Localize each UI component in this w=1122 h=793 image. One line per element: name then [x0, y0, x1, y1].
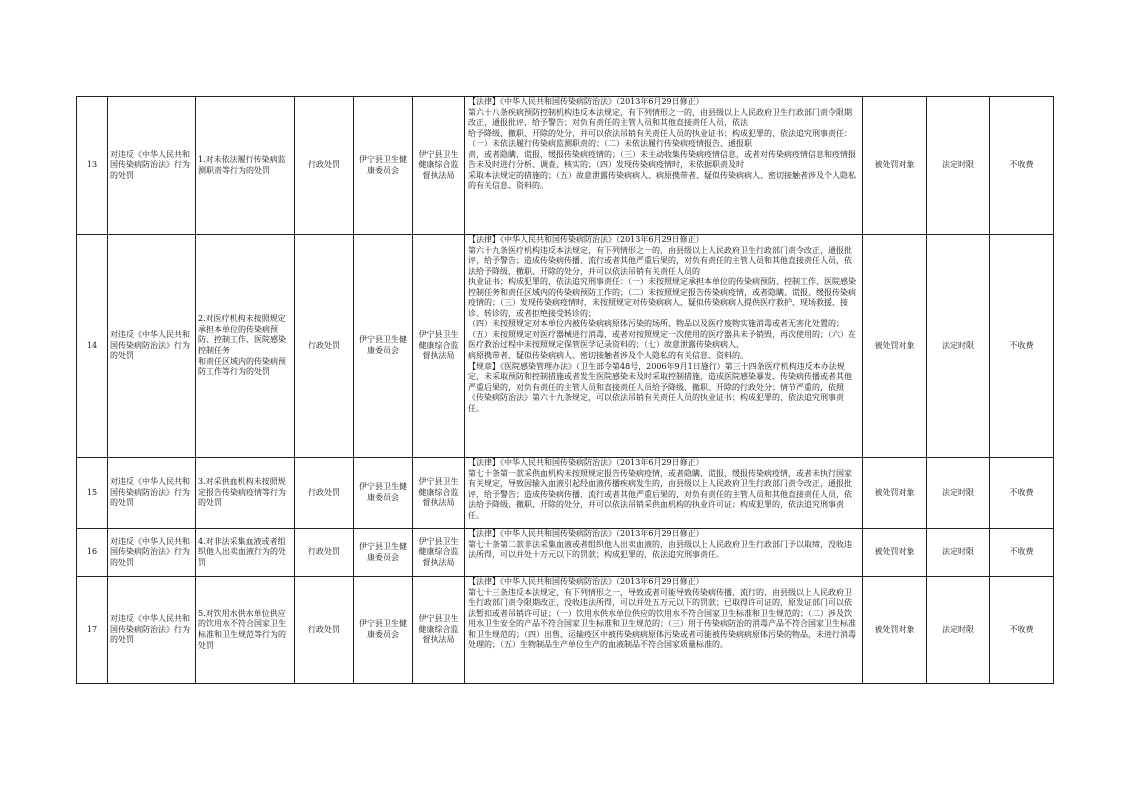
- legal-basis: 【法律】《中华人民共和国传染病防治法》（2013年6月29日修正） 第六十九条医疗机构违反本法规定，有下列情形之一的，由县级以上人民政府卫生行政部门责令改正，通报批评，给予警告；造成传染病传播、流行或者其他严重后果的，对负有责任的主管人员和其他直接责任人员，依法给予降级、撤职、开除的处分，并可以依法吊销有关责任人员的 执业证书；构成犯罪的，依法追究刑事责任：（一）未按照规定承担本单位的传染病预防、控制工作、医院感染控制任务和责任区域内的传染病预防工作的；（二）未按照规定报告传染病疫情，或者隐瞒、谎报、缓报传染病疫情的；（三）发现传染病疫情时，未按照规定对传染病病人、疑似传染病病人提供医疗救护、现场救援、接诊、转诊的，或者拒绝接受转诊的； （四）未按照规定对本单位内被传染病病原体污染的场所、物品以及医疗废物实施消毒或者无害化处置的；（五）未按照规定对医疗器械进行消毒，或者对按照规定一次使用的医疗器具未予销毁，再次使用的；（六）在医疗救治过程中未按照规定保管医学记录资料的；（七）故意泄露传染病病人、 病原携带者、疑似传染病病人、密切接触者涉及个人隐私的有关信息、资料的。 【规章】《医院感染管理办法》（卫生部令第48号，2006年9月1日施行）第三十四条医疗机构违反本办法规定，未采取预防和控制措施或者发生医院感染未及时采取控制措施，造成医院感染暴发、传染病传播或者其他严重后果的，对负有责任的主管人员和直接责任人员给予降级、撤职、开除的行政处分；情节严重的，依照《传染病防治法》第六十九条规定，可以依法吊销有关责任人员的执业证书；构成犯罪的，依法追究刑事责任。: [465, 235, 863, 458]
- time-limit: 法定时限: [927, 97, 990, 235]
- legal-basis: 【法律】《中华人民共和国传染病防治法》（2013年6月29日修正） 第六十八条疾病预防控制机构违反本法规定，有下列情形之一的，由县级以上人民政府卫生行政部门责令限期改正，通报批评，给予警告；对负有责任的主管人员和其他直接责任人员，依法 给予降级、撤职、开除的处分，并可以依法吊销有关责任人员的执业证书；构成犯罪的，依法追究刑事责任：（一）未依法履行传染病监测职责的；（二）未依法履行传染病疫情报告、通报职 责，或者隐瞒、谎报、缓报传染病疫情的；（三）未主动收集传染病疫情信息，或者对传染病疫情信息和疫情报告未及时进行分析、调查、核实的；（四）发现传染病疫情时，未依据职责及时 采取本法规定的措施的；（五）故意泄露传染病病人、病原携带者、疑似传染病病人、密切接触者涉及个人隐私的有关信息、资料的。: [465, 97, 863, 235]
- executing-agency: 伊宁县卫生健康综合监督执法局: [413, 458, 465, 529]
- sub-item-name: 1.对未依法履行传染病监测职责等行为的处罚: [196, 97, 295, 235]
- legal-basis: 【法律】《中华人民共和国传染病防治法》（2013年6月29日修正） 第七十条第一款采供血机构未按照规定报告传染病疫情，或者隐瞒、谎报、缓报传染病疫情，或者未执行国家有关规定，导致因输入血液引起经血液传播疾病发生的，由县级以上人民政府卫生行政部门责令改正，通报批评，给予警告；造成传染病传播、流行或者其他严重后果的，对负有责任的主管人员和其他直接责任人员，依法给予降级、撤职、开除的处分，并可以依法吊销采供血机构的执业许可证；构成犯罪的，依法追究刑事责任。: [465, 458, 863, 529]
- service-target: 被处罚对象: [863, 529, 927, 577]
- time-limit: 法定时限: [927, 529, 990, 577]
- row-number: 15: [77, 458, 108, 529]
- fee-status: 不收费: [990, 529, 1054, 577]
- row-number: 14: [77, 235, 108, 458]
- penalty-table: [76, 96, 1054, 684]
- responsible-department: 伊宁县卫生健康委员会: [354, 577, 413, 684]
- table-row: [77, 577, 1054, 684]
- service-target: 被处罚对象: [863, 235, 927, 458]
- row-number: 16: [77, 529, 108, 577]
- table-row: [77, 235, 1054, 458]
- power-type: 行政处罚: [295, 97, 354, 235]
- service-target: 被处罚对象: [863, 97, 927, 235]
- sub-item-name: 5.对饮用水供水单位供应的饮用水不符合国家卫生标准和卫生规范等行为的处罚: [196, 577, 295, 684]
- responsible-department: 伊宁县卫生健康委员会: [354, 97, 413, 235]
- table-row: [77, 458, 1054, 529]
- responsible-department: 伊宁县卫生健康委员会: [354, 235, 413, 458]
- service-target: 被处罚对象: [863, 458, 927, 529]
- executing-agency: 伊宁县卫生健康综合监督执法局: [413, 97, 465, 235]
- fee-status: 不收费: [990, 577, 1054, 684]
- executing-agency: 伊宁县卫生健康综合监督执法局: [413, 235, 465, 458]
- responsible-department: 伊宁县卫生健康委员会: [354, 529, 413, 577]
- item-name: 对违反《中华人民共和国传染病防治法》行为的处罚: [108, 529, 196, 577]
- executing-agency: 伊宁县卫生健康综合监督执法局: [413, 577, 465, 684]
- time-limit: 法定时限: [927, 235, 990, 458]
- power-type: 行政处罚: [295, 458, 354, 529]
- item-name: 对违反《中华人民共和国传染病防治法》行为的处罚: [108, 577, 196, 684]
- fee-status: 不收费: [990, 97, 1054, 235]
- executing-agency: 伊宁县卫生健康综合监督执法局: [413, 529, 465, 577]
- power-type: 行政处罚: [295, 577, 354, 684]
- sub-item-name: 3.对采供血机构未按照规定报告传染病疫情等行为的处罚: [196, 458, 295, 529]
- sub-item-name: 4.对非法采集血液或者组织他人出卖血液行为的处罚: [196, 529, 295, 577]
- time-limit: 法定时限: [927, 577, 990, 684]
- item-name: 对违反《中华人民共和国传染病防治法》行为的处罚: [108, 97, 196, 235]
- responsible-department: 伊宁县卫生健康委员会: [354, 458, 413, 529]
- row-number: 17: [77, 577, 108, 684]
- row-number: 13: [77, 97, 108, 235]
- sub-item-name: 2.对医疗机构未按照规定承担本单位的传染病预防、控制工作、医院感染控制任务 和责任区域内的传染病预防工作等行为的处罚: [196, 235, 295, 458]
- legal-basis: 【法律】《中华人民共和国传染病防治法》（2013年6月29日修正） 第七十三条违反本法规定，有下列情形之一，导致或者可能导致传染病传播、流行的，由县级以上人民政府卫生行政部门责令限期改正，没收违法所得，可以并处五万元以下的罚款；已取得许可证的，原发证部门可以依法暂扣或者吊销许可证；（一）饮用水供水单位供应的饮用水不符合国家卫生标准和卫生规范的；（二）涉及饮用水卫生安全的产品不符合国家卫生标准和卫生规范的；（三）用于传染病防治的消毒产品不符合国家卫生标准和卫生规范的；（四）出售、运输疫区中被传染病病原体污染或者可能被传染病病原体污染的物品，未进行消毒处理的；（五）生物制品生产单位生产的血液制品不符合国家质量标准的。: [465, 577, 863, 684]
- fee-status: 不收费: [990, 235, 1054, 458]
- fee-status: 不收费: [990, 458, 1054, 529]
- table-row: [77, 529, 1054, 577]
- table-row: [77, 97, 1054, 235]
- service-target: 被处罚对象: [863, 577, 927, 684]
- power-type: 行政处罚: [295, 529, 354, 577]
- item-name: 对违反《中华人民共和国传染病防治法》行为的处罚: [108, 235, 196, 458]
- item-name: 对违反《中华人民共和国传染病防治法》行为的处罚: [108, 458, 196, 529]
- legal-basis: 【法律】《中华人民共和国传染病防治法》（2013年6月29日修正） 第七十条第二款非法采集血液或者组织他人出卖血液的，由县级以上人民政府卫生行政部门予以取缔，没收违法所得，可以并处十万元以下的罚款；构成犯罪的，依法追究刑事责任。: [465, 529, 863, 577]
- time-limit: 法定时限: [927, 458, 990, 529]
- power-type: 行政处罚: [295, 235, 354, 458]
